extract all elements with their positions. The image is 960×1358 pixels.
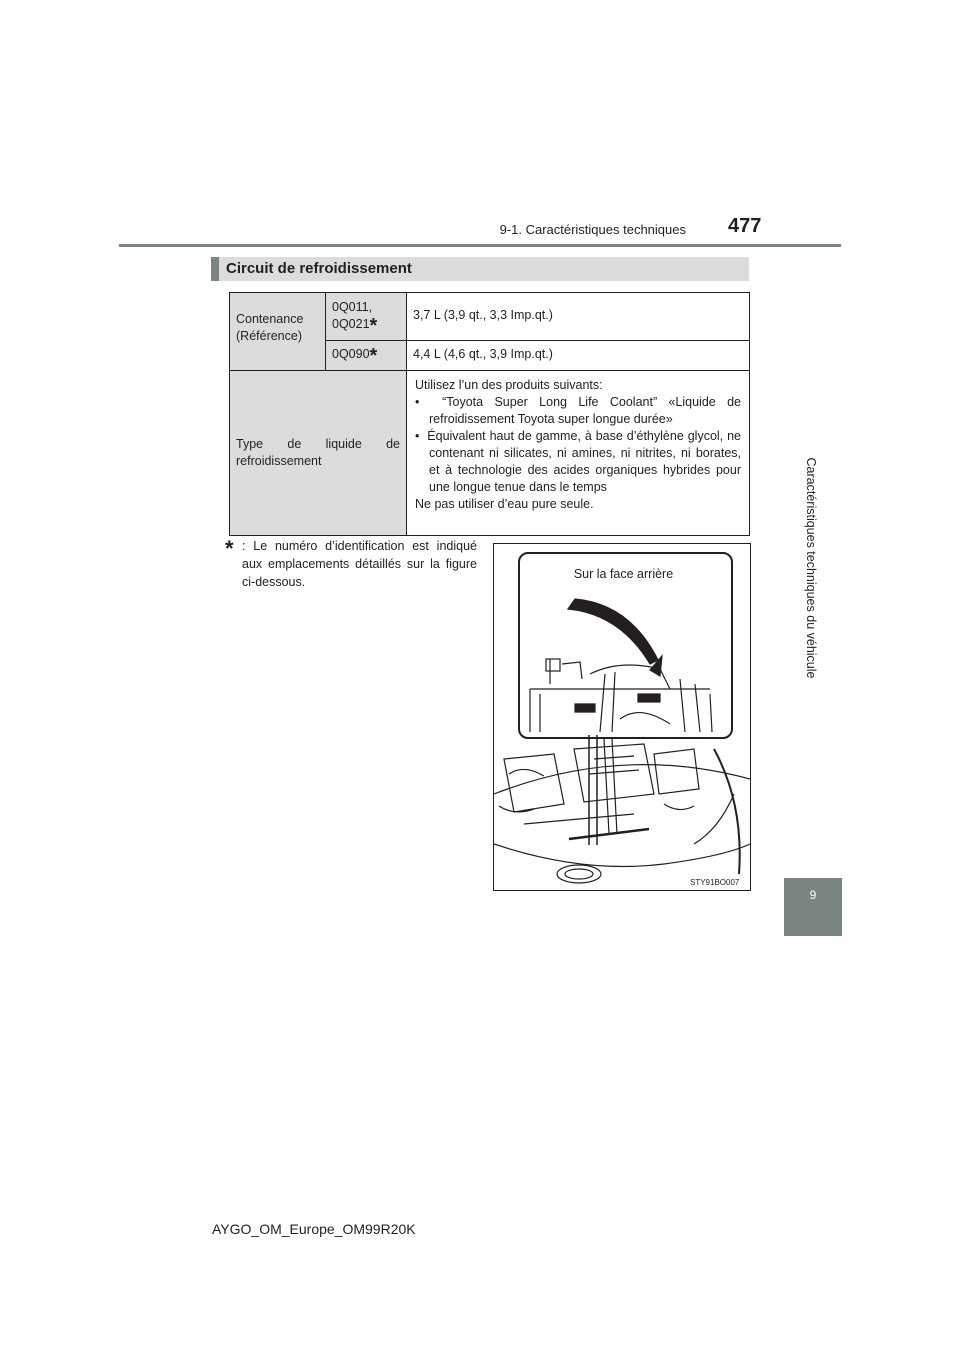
value-cell [407, 293, 750, 341]
list-item: • “Toyota Super Long Life Coolant” «Liquide de refroidissement Toyota super longue durée» [415, 395, 742, 426]
footnote-mark: * [225, 536, 234, 561]
side-tab-text: Caractéristiques techniques du véhicule [804, 457, 818, 679]
chapter-tab [784, 878, 842, 936]
ref-cell [326, 341, 407, 371]
footer-doc-code: AYGO_OM_Europe_OM99R20K [212, 1221, 416, 1237]
capacity-value: 4,4 L (4,6 qt., 3,9 Imp.qt.) [413, 347, 553, 361]
footnote [225, 537, 477, 591]
callout-pointer [585, 735, 605, 845]
page-number: 477 [728, 215, 762, 237]
callout-label: Sur la face arrière [573, 567, 674, 581]
figure-code: STY91BO007 [690, 878, 740, 887]
coolant-note: Ne pas utiliser d’eau pure seule. [415, 497, 594, 511]
star-mark: * [369, 345, 378, 367]
table-row [230, 371, 750, 536]
footnote-text: : Le numéro d’identification est indiqué aux emplacements détaillés sur la figure ci-dessous. [242, 539, 477, 589]
section-title: Circuit de refroidissement [226, 260, 412, 277]
coolant-spec-table [229, 292, 750, 536]
header-rule [119, 244, 841, 247]
ref-text: 0Q090 [332, 347, 370, 361]
table-row [230, 293, 750, 341]
capacity-label: Contenance (Référence) [236, 312, 304, 343]
ref-cell [326, 293, 407, 341]
list-item: • Équivalent haut de gamme, à base d’éthylène glycol, ne contenant ni silicates, ni amines, ni nitrites, ni borates, et à technologie des acides organiques hybrides pour une longue tenue dans le temps [415, 429, 741, 494]
coolant-intro: Utilisez l’un des produits suivants: [415, 378, 603, 392]
capacity-value: 3,7 L (3,9 qt., 3,3 Imp.qt.) [413, 308, 553, 322]
bullet-text: “Toyota Super Long Life Coolant” «Liquide de refroidissement Toyota super longue durée» [429, 395, 742, 426]
star-mark: * [369, 315, 378, 337]
ref-text: 0Q011, 0Q021 [332, 300, 373, 331]
coolant-label: Type de liquide de refroidissement [236, 437, 400, 468]
capacity-label-cell [230, 293, 326, 371]
value-cell [407, 341, 750, 371]
side-tab-label [780, 258, 842, 878]
chapter-number: 9 [809, 888, 817, 902]
section-header-bar [211, 257, 219, 281]
bullet-text: Équivalent haut de gamme, à base d’éthylène glycol, ne contenant ni silicates, ni amines, ni nitrites, ni borates, et à technologie des acides organiques hybrides pour une longue tenue dans le temps [427, 429, 741, 494]
header-section-path: 9-1. Caractéristiques techniques [499, 222, 686, 237]
coolant-value-cell [407, 371, 750, 536]
reservoir-illustration [520, 554, 731, 737]
coolant-label-cell [230, 371, 407, 536]
